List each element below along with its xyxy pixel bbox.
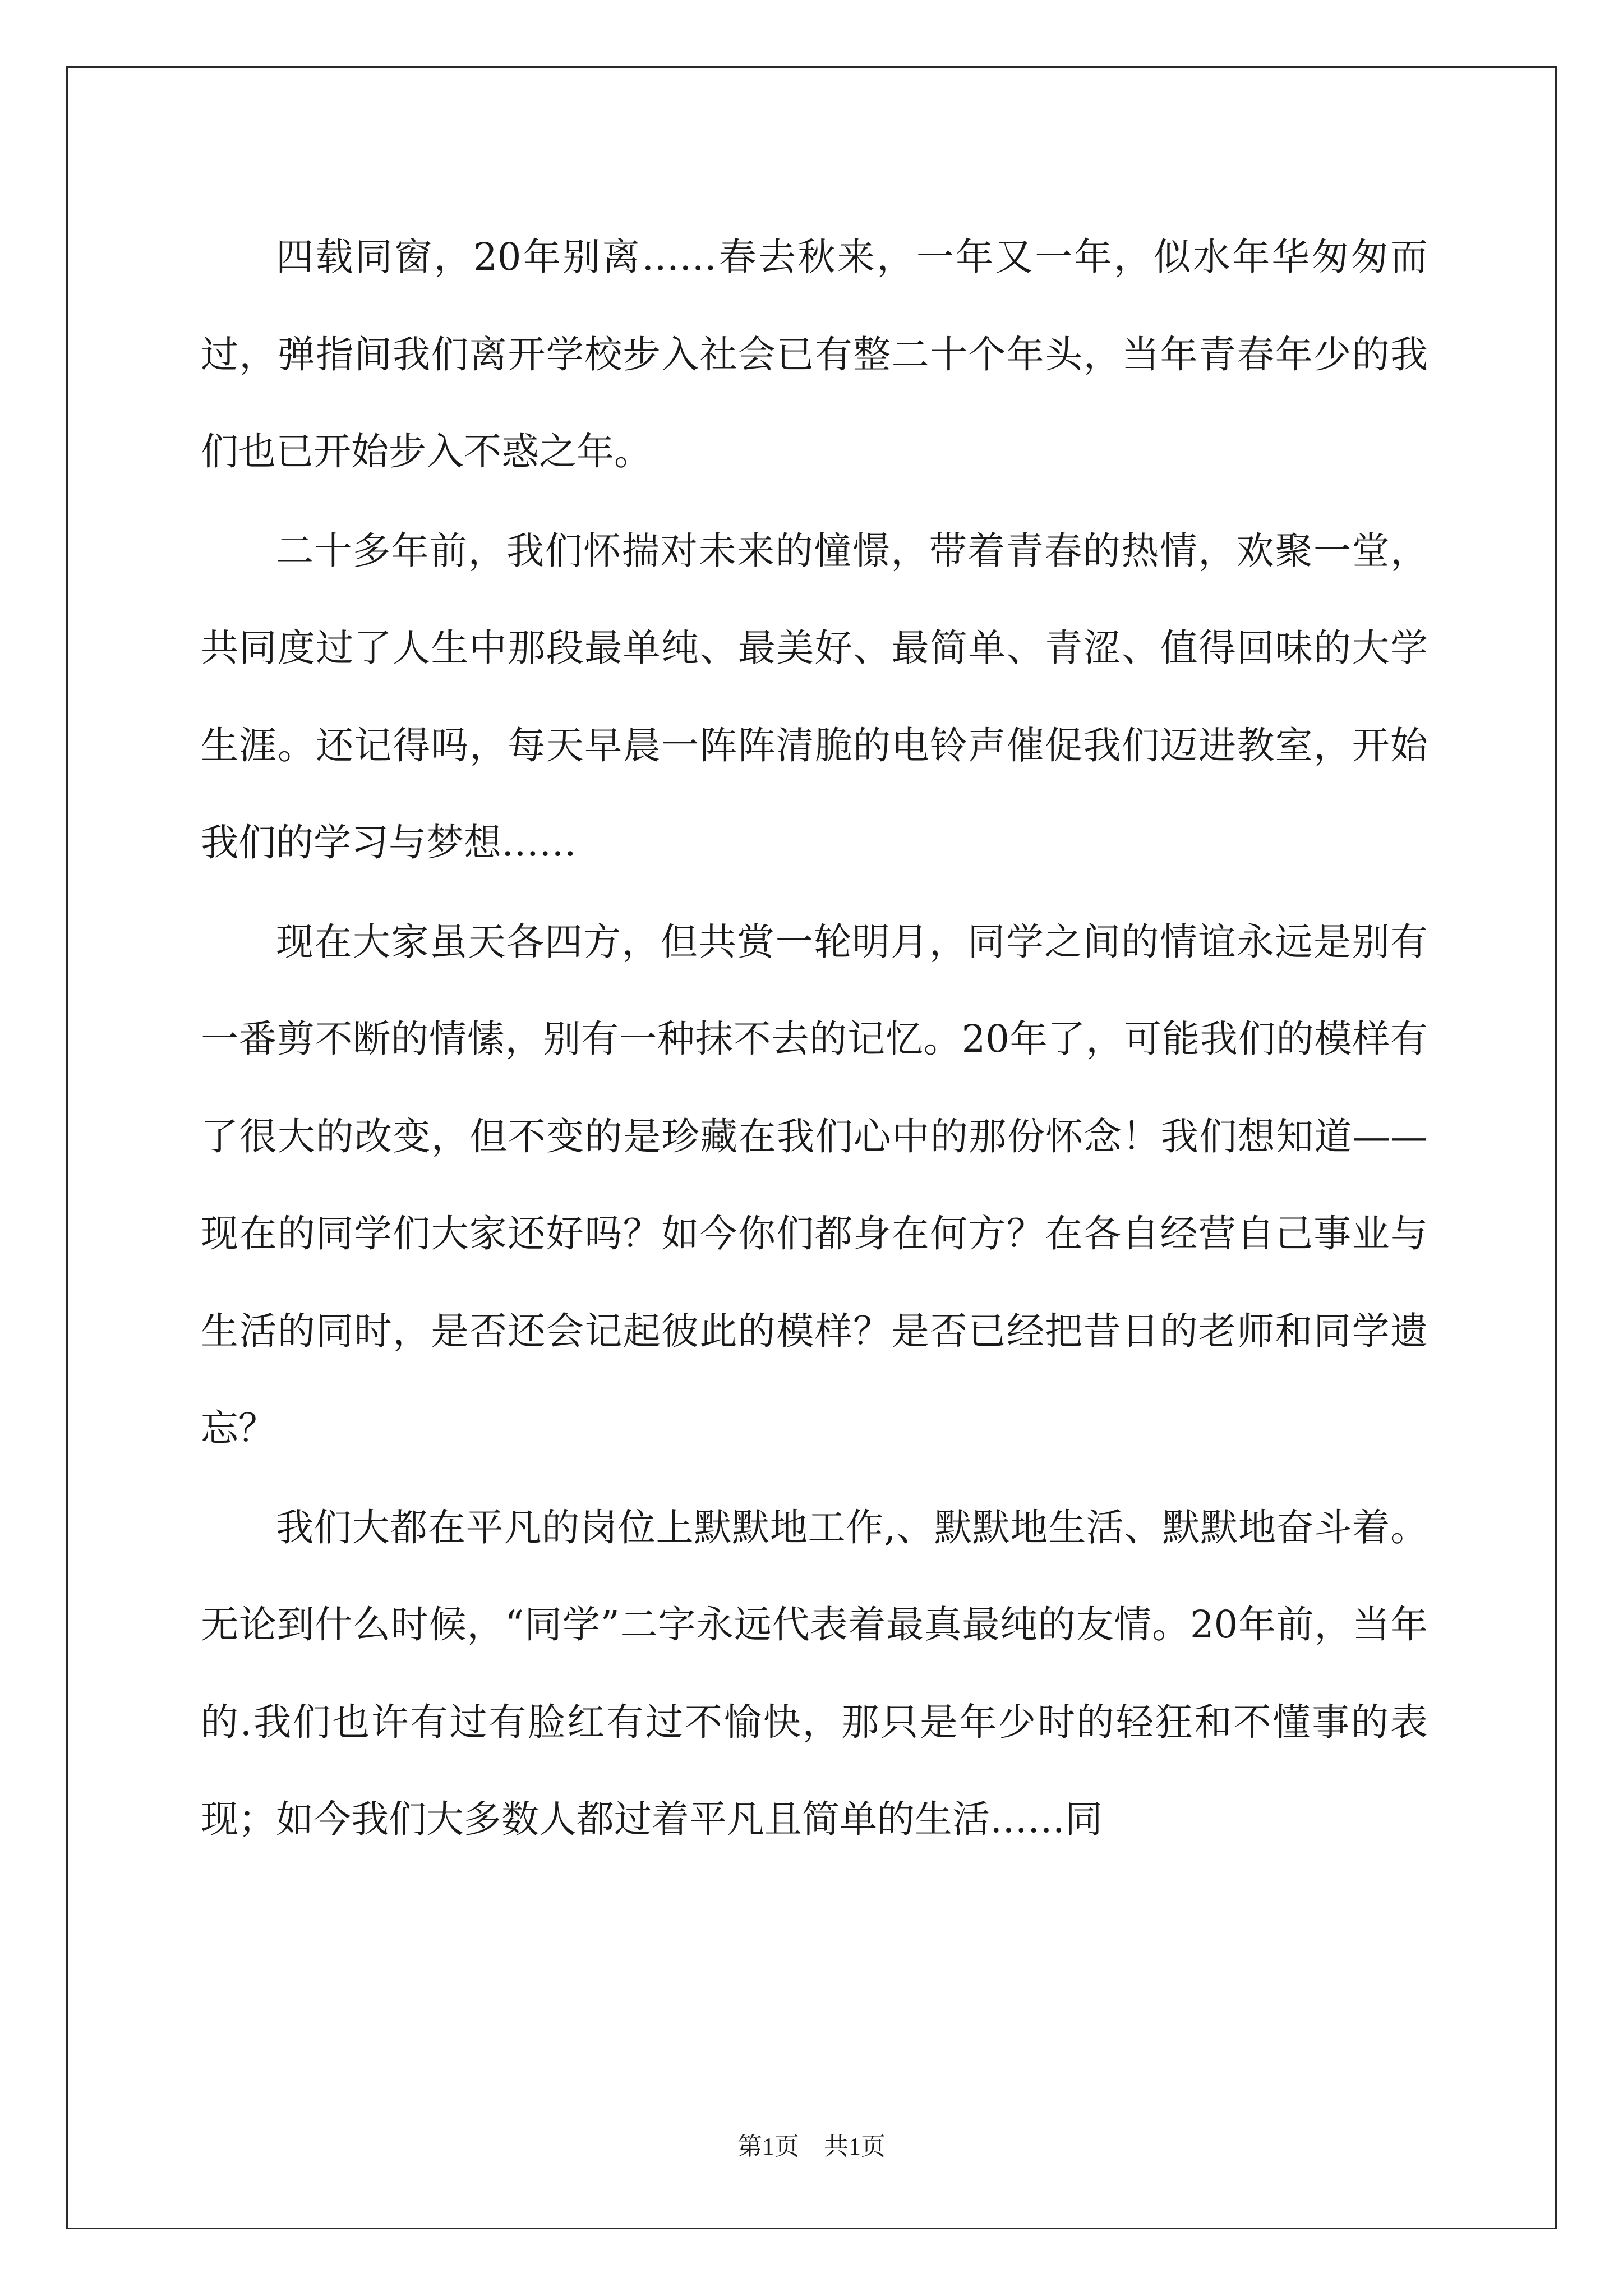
paragraph-3: 现在大家虽天各四方，但共赏一轮明月，同学之间的情谊永远是别有一番剪不断的情愫，别有一种抹不去的记忆。20年了，可能我们的模样有了很大的改变，但不变的是珍藏在我们心中的那份怀念！我们想知道——现在的同学们大家还好吗？如今你们都身在何方？在各自经营自己事业与生活的同时，是否还会记起彼此的模样？是否已经把昔日的老师和同学遗忘？ [201,919,1428,1450]
document-body [201,209,1428,1869]
paragraph-2: 二十多年前，我们怀揣对未来的憧憬，带着青春的热情，欢聚一堂，共同度过了人生中那段最单纯、最美好、最简单、青涩、值得回味的大学生涯。还记得吗，每天早晨一阵阵清脆的电铃声催促我们迈进教室，开始我们的学习与梦想…… [201,528,1428,864]
page-number-footer: 第1页 共1页 [737,2133,886,2160]
paragraph-4: 我们大都在平凡的岗位上默默地工作,、默默地生活、默默地奋斗着。无论到什么时候，“同学”二字永远代表着最真最纯的友情。20年前，当年的.我们也许有过有脸红有过不愉快，那只是年少时的轻狂和不懂事的表现；如今我们大多数人都过着平凡且简单的生活……同 [201,1505,1428,1841]
paragraph-1: 四载同窗，20年别离……春去秋来，一年又一年，似水年华匆匆而过，弹指间我们离开学校步入社会已有整二十个年头，当年青春年少的我们也已开始步入不惑之年。 [201,235,1428,473]
